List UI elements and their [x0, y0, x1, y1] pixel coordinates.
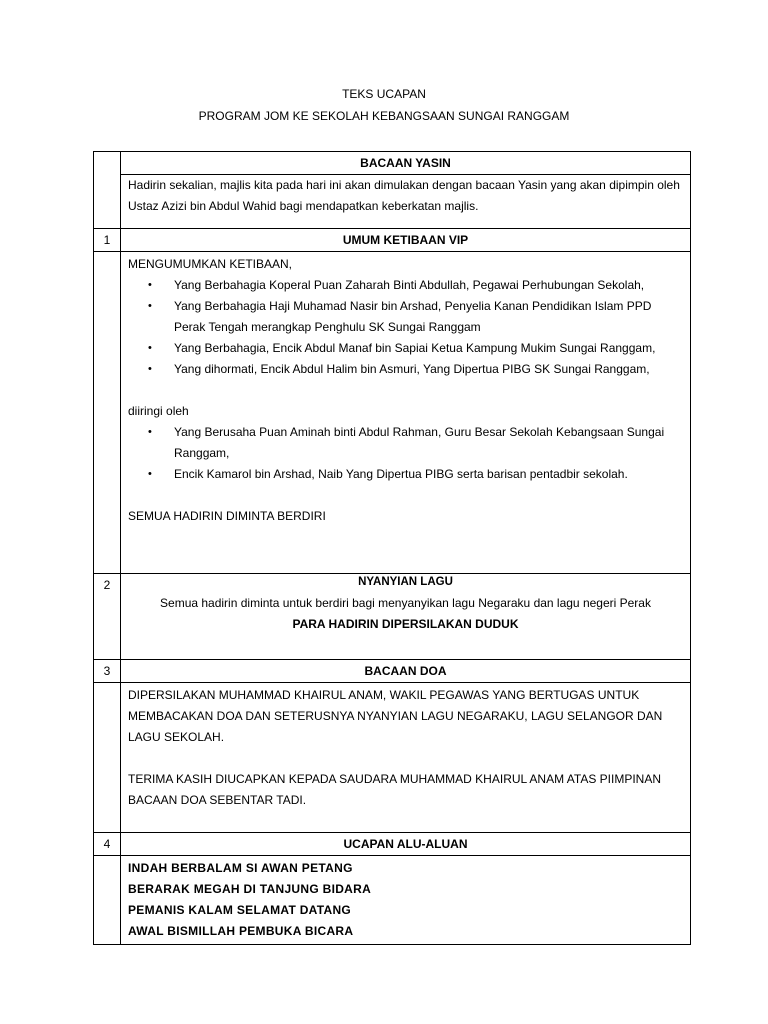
list-item: • Encik Kamarol bin Arshad, Naib Yang Dipertua PIBG serta barisan pentadbir sekolah. [128, 464, 684, 485]
list-item: • Yang Berbahagia Koperal Puan Zaharah Binti Abdullah, Pegawai Perhubungan Sekolah, [128, 275, 684, 296]
section-2-header: NYANYIAN LAGU [358, 576, 453, 588]
section-1-body-row [94, 252, 691, 574]
section-3-body-row [94, 683, 691, 833]
list-item: • Yang Berbahagia, Encik Abdul Manaf bin Sapiai Ketua Kampung Mukim Sungai Ranggam, [128, 338, 684, 359]
accompanied-list [128, 422, 684, 485]
section-2-text: Semua hadirin diminta untuk berdiri bagi menyanyikan lagu Negaraku dan lagu negeri Perak [160, 596, 651, 610]
list-item: • Yang dihormati, Encik Abdul Halim bin Asmuri, Yang Dipertua PIBG SK Sungai Ranggam, [128, 359, 684, 380]
section-4-number-spacer [94, 856, 121, 945]
section-3-body [121, 683, 691, 833]
section-3-text-2: TERIMA KASIH DIUCAPKAN KEPADA SAUDARA MUHAMMAD KHAIRUL ANAM ATAS PIIMPINAN BACAAN DOA SEBENTAR TADI. [128, 772, 661, 807]
list-item: • Yang Berbahagia Haji Muhamad Nasir bin Arshad, Penyelia Kanan Pendidikan Islam PPD Perak Tengah merangkap Penghulu SK Sungai Ranggam [128, 296, 684, 338]
announce-intro: MENGUMUMKAN KETIBAAN, [128, 257, 293, 271]
section-1-number: 1 [94, 229, 121, 252]
section-2-closing: PARA HADIRIN DIPERSILAKAN DUDUK [292, 617, 519, 631]
section-3-number-spacer [94, 683, 121, 833]
section-3-header: BACAAN DOA [121, 660, 691, 683]
section-4-body-row [94, 856, 691, 945]
section-1-header: UMUM KETIBAAN VIP [121, 229, 691, 252]
yasin-body-row [94, 175, 691, 229]
section-3-number: 3 [94, 660, 121, 683]
verse-line: PEMANIS KALAM SELAMAT DATANG [128, 903, 352, 917]
yasin-text: Hadirin sekalian, majlis kita pada hari ini akan dimulakan dengan bacaan Yasin yang akan dipimpin oleh Ustaz Azizi bin Abdul Wahid bagi mendapatkan keberkatan majlis. [121, 175, 691, 229]
vip-list [128, 275, 684, 380]
section-2-number: 2 [94, 574, 121, 660]
verse-line: AWAL BISMILLAH PEMBUKA BICARA [128, 924, 354, 938]
document-subtitle: PROGRAM JOM KE SEKOLAH KEBANGSAAN SUNGAI RANGGAM [198, 109, 570, 123]
section-1-number-spacer [94, 252, 121, 574]
accompanied-label: diiringi oleh [128, 404, 189, 418]
section-4-header-row [94, 833, 691, 856]
document-title: TEKS UCAPAN [342, 87, 426, 101]
program-table [93, 151, 691, 945]
list-item: • Yang Berusaha Puan Aminah binti Abdul Rahman, Guru Besar Sekolah Kebangsaan Sungai Ranggam, [128, 422, 684, 464]
section-1-header-row [94, 229, 691, 252]
section-1-body [121, 252, 691, 574]
section-2-body [121, 574, 691, 660]
yasin-number-cell [94, 152, 121, 229]
section-2-row [94, 574, 691, 660]
yasin-header-row [94, 152, 691, 175]
section-4-header: UCAPAN ALU-ALUAN [121, 833, 691, 856]
verse-line: INDAH BERBALAM SI AWAN PETANG [128, 861, 353, 875]
section-3-header-row [94, 660, 691, 683]
verse-line: BERARAK MEGAH DI TANJUNG BIDARA [128, 882, 372, 896]
stand-instruction: SEMUA HADIRIN DIMINTA BERDIRI [128, 509, 326, 523]
section-4-number: 4 [94, 833, 121, 856]
yasin-header: BACAAN YASIN [121, 152, 691, 175]
section-3-text-1: DIPERSILAKAN MUHAMMAD KHAIRUL ANAM, WAKIL PEGAWAS YANG BERTUGAS UNTUK MEMBACAKAN DOA DAN SETERUSNYA NYANYIAN LAGU NEGARAKU, LAGU SELANGOR DAN LAGU SEKOLAH. [128, 688, 663, 744]
section-4-body [121, 856, 691, 945]
